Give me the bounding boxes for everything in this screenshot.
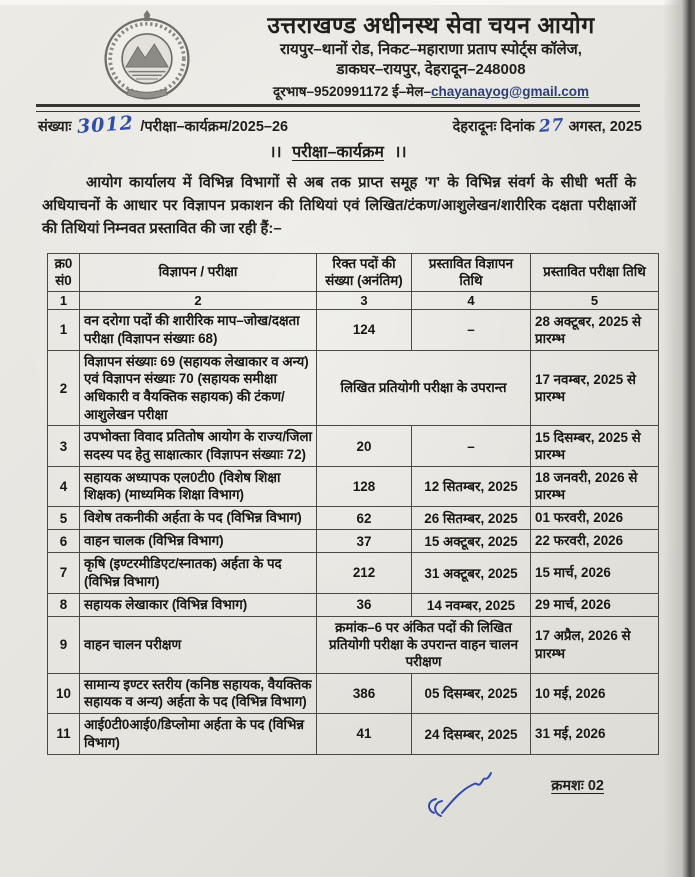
intro-paragraph: आयोग कार्यालय में विभिन्न विभागों से अब तक प्राप्त समूह 'ग' के विभिन्न संवर्ग के सीधी भर्ती के अधियाचनों के आधार पर विज्ञापन प्रकाशन की तिथियां एवं लिखित/टंकण/आशुलेखन/शारीरिक दक्षता परीक्षाओं की तिथियां निम्नवत प्रस्तावित की जा रही हैं:–: [42, 175, 636, 237]
header-serial: क्र0 सं0: [48, 253, 80, 292]
cell-merged-note: क्रमांक–6 पर अंकित पदों की लिखित प्रतियोगी परीक्षा के उपरान्त वाहन चालन परीक्षण: [317, 616, 531, 673]
table-row: [48, 466, 659, 506]
cell-advt-date: 31 अक्टूबर, 2025: [412, 553, 531, 593]
schedule-table-body: [48, 310, 659, 754]
table-row: [48, 530, 659, 553]
cell-exam-name: वाहन चालन परीक्षण: [80, 616, 317, 673]
letterhead-text: [212, 6, 650, 100]
col-number: 5: [531, 292, 659, 310]
cell-advt-date: 14 नवम्बर, 2025: [412, 593, 531, 616]
table-row: [48, 616, 659, 673]
handwritten-date: 27: [538, 115, 566, 137]
cell-serial: 6: [48, 530, 80, 553]
cell-vacancies: 212: [317, 553, 412, 593]
cell-exam-date: 28 अक्टूबर, 2025 से प्रारम्भ: [531, 310, 659, 350]
cell-serial: 2: [48, 350, 80, 426]
page-footer: [0, 759, 676, 821]
document-page: [0, 6, 676, 821]
cell-advt-date: 05 दिसम्बर, 2025: [412, 673, 531, 713]
cell-advt-date: 26 सितम्बर, 2025: [412, 507, 531, 530]
table-row: [48, 553, 659, 593]
cell-exam-name: कृषि (इण्टरमीडिएट/स्नातक) अर्हता के पद (विभिन्न विभाग): [80, 553, 317, 593]
signature-icon: [418, 763, 508, 821]
cell-vacancies: 124: [317, 310, 412, 350]
table-header-row: [48, 253, 659, 292]
cell-exam-name: सहायक लेखाकार (विभिन्न विभाग): [80, 593, 317, 616]
cell-exam-date: 31 मई, 2026: [531, 714, 659, 754]
cell-exam-name: वाहन चालक (विभिन्न विभाग): [80, 530, 317, 553]
cell-serial: 4: [48, 466, 80, 506]
org-name: उत्तराखण्ड अधीनस्थ सेवा चयन आयोग: [267, 12, 595, 38]
cell-exam-name: सामान्य इण्टर स्तरीय (कनिष्ठ सहायक, वैयक्तिक सहायक व अन्य) अर्हता के पद (विभिन्न विभाग): [80, 673, 317, 713]
cell-vacancies: 386: [317, 673, 412, 713]
cell-exam-date: 10 मई, 2026: [531, 673, 659, 713]
cell-exam-name: सहायक अध्यापक एल0टी0 (विशेष शिक्षा शिक्षक) (माध्यमिक शिक्षा विभाग): [80, 466, 317, 506]
cell-serial: 10: [48, 673, 80, 713]
title-open-bars: ।।: [269, 144, 282, 161]
cell-exam-date: 15 दिसम्बर, 2025 से प्रारम्भ: [531, 426, 659, 466]
cell-vacancies: 41: [317, 714, 412, 754]
date-suffix: अगस्त, 2025: [568, 119, 642, 135]
header-divider: [36, 104, 640, 112]
letterhead: [0, 6, 676, 102]
header-advertisement-exam: विज्ञापन / परीक्षा: [80, 253, 317, 292]
header-exam-date: प्रस्तावित परीक्षा तिथि: [531, 253, 659, 292]
document-title: [0, 140, 676, 162]
col-number: 1: [48, 292, 80, 310]
cell-advt-date: –: [412, 426, 531, 466]
cell-exam-date: 17 नवम्बर, 2025 से प्रारम्भ: [531, 350, 659, 426]
address-line-2: डाकघर–रायपुर, देहरादून–248008: [336, 61, 526, 79]
cell-exam-date: 22 फरवरी, 2026: [531, 530, 659, 553]
table-row: [48, 714, 659, 754]
title-close-bars: ।।: [394, 144, 407, 161]
cell-serial: 3: [48, 426, 80, 466]
cell-exam-name: आई0टी0आई0/डिप्लोमा अर्हता के पद (विभिन्न विभाग): [80, 714, 317, 754]
phone-number: दूरभाष–9520991172: [273, 83, 389, 99]
col-number: 4: [412, 292, 531, 310]
cell-exam-date: 29 मार्च, 2026: [531, 593, 659, 616]
cell-exam-name: विज्ञापन संख्याः 69 (सहायक लेखाकार व अन्य) एवं विज्ञापन संख्याः 70 (सहायक समीक्षा अधिकारी व वैयक्तिक सहायक) की टंकण/आशुलेखन परीक्षा: [80, 350, 317, 426]
cell-exam-name: विशेष तकनीकी अर्हता के पद (विभिन्न विभाग): [80, 507, 317, 530]
continuation-marker: क्रमशः 02: [551, 777, 604, 794]
email-label: ई–मेल–: [392, 83, 431, 99]
col-number: 3: [317, 292, 412, 310]
cell-exam-date: 01 फरवरी, 2026: [531, 507, 659, 530]
table-row: [48, 593, 659, 616]
address-line-1: रायपुर–थानों रोड, निकट–महाराणा प्रताप स्पोर्ट्स कॉलेज,: [280, 41, 582, 58]
handwritten-ref-number: 3012: [76, 112, 135, 138]
table-row: [48, 673, 659, 713]
photo-top-strip: [0, 0, 695, 5]
reference-number: [38, 112, 289, 138]
cell-exam-date: 18 जनवरी, 2026 से प्रारम्भ: [531, 466, 659, 506]
cell-serial: 7: [48, 553, 80, 593]
cell-serial: 5: [48, 507, 80, 530]
table-row: [48, 507, 659, 530]
cell-advt-date: 12 सितम्बर, 2025: [412, 466, 531, 506]
header-vacancies: रिक्त पदों की संख्या (अनंतिम): [317, 253, 412, 292]
ref-number-prefix: संख्याः: [38, 119, 72, 135]
cell-serial: 8: [48, 593, 80, 616]
cell-vacancies: 62: [317, 507, 412, 530]
ref-number-suffix: /परीक्षा–कार्यक्रम/2025–26: [140, 119, 289, 135]
cell-merged-note: लिखित प्रतियोगी परीक्षा के उपरान्त: [317, 350, 531, 426]
cell-serial: 11: [48, 714, 80, 754]
place-date-prefix: देहरादूनः दिनांक: [452, 119, 535, 135]
column-number-row: [48, 292, 659, 310]
exam-schedule-table: [47, 253, 659, 755]
table-row: [48, 310, 659, 350]
title-text: परीक्षा–कार्यक्रम: [292, 144, 384, 161]
cell-advt-date: 15 अक्टूबर, 2025: [412, 530, 531, 553]
cell-serial: 9: [48, 616, 80, 673]
cell-vacancies: 37: [317, 530, 412, 553]
cell-exam-date: 15 मार्च, 2026: [531, 553, 659, 593]
cell-advt-date: –: [412, 310, 531, 350]
commission-seal-icon: [88, 10, 206, 102]
cell-exam-name: उपभोक्ता विवाद प्रतितोष आयोग के राज्य/जिला सदस्य पद हेतु साक्षात्कार (विज्ञापन संख्याः 72): [80, 426, 317, 466]
table-row: [48, 426, 659, 466]
cell-exam-date: 17 अप्रैल, 2026 से प्रारम्भ: [531, 616, 659, 673]
cell-advt-date: 24 दिसम्बर, 2025: [412, 714, 531, 754]
table-row: [48, 350, 659, 426]
header-advt-date: प्रस्तावित विज्ञापन तिथि: [412, 253, 531, 292]
email-link[interactable]: chayanayog@gmail.com: [431, 83, 589, 99]
col-number: 2: [80, 292, 317, 310]
cell-vacancies: 36: [317, 593, 412, 616]
cell-vacancies: 128: [317, 466, 412, 506]
cell-exam-name: वन दरोगा पदों की शारीरिक माप–जोख/दक्षता परीक्षा (विज्ञापन संख्याः 68): [80, 310, 317, 350]
photo-right-edge: [681, 0, 695, 877]
reference-line: [38, 112, 642, 138]
cell-vacancies: 20: [317, 426, 412, 466]
place-and-date: [453, 116, 642, 136]
contact-line: [212, 82, 650, 100]
cell-serial: 1: [48, 310, 80, 350]
